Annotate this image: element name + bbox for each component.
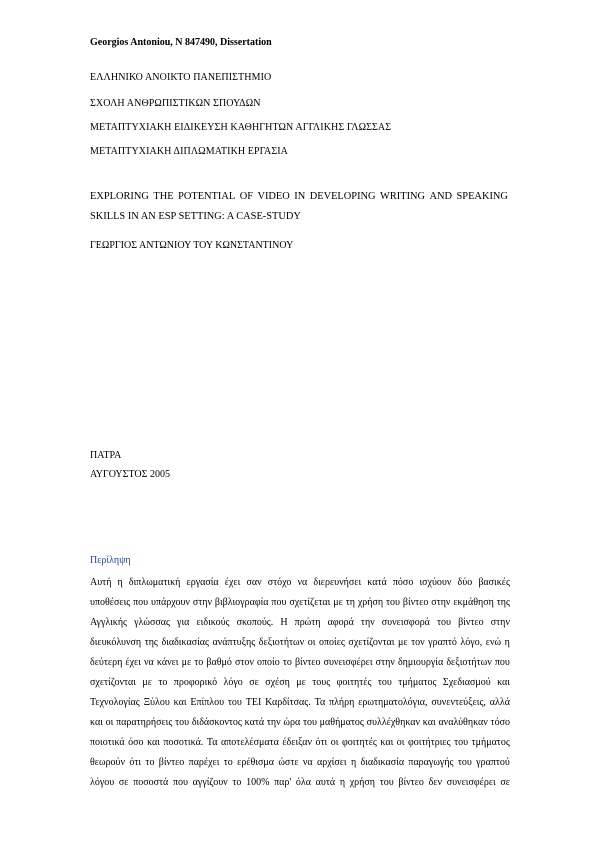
- title-word: SPEAKING: [456, 191, 508, 202]
- abstract-word: ότι: [315, 737, 328, 748]
- title-word: POTENTIAL: [178, 191, 236, 202]
- abstract-word: που: [271, 597, 287, 608]
- abstract-word: ποιοτικά: [90, 737, 125, 748]
- abstract-word: εργασία: [186, 577, 219, 588]
- abstract-word: σε: [249, 677, 259, 688]
- abstract-word: Αγγλικής: [90, 617, 128, 628]
- abstract-word: γλώσσας: [134, 617, 170, 628]
- abstract-word: που: [133, 597, 149, 608]
- abstract-word: το: [232, 777, 242, 788]
- title-word: WRITING: [380, 191, 426, 202]
- abstract-word: πόσο: [392, 577, 414, 588]
- abstract-word: έδειξαν: [282, 737, 312, 748]
- abstract-word: δεύτερη: [90, 657, 123, 668]
- abstract-word: Τα: [206, 737, 218, 748]
- abstract-word: το: [282, 657, 292, 668]
- abstract-word: και: [380, 737, 394, 748]
- abstract-word: οι: [330, 737, 339, 748]
- abstract-word: προφορικό: [173, 677, 218, 688]
- abstract-word: βιβλιογραφία: [214, 597, 269, 608]
- abstract-word: αναλύθηκαν: [438, 717, 488, 728]
- abstract-word: βίντεο: [294, 657, 321, 668]
- abstract-word: διαδικασίας: [161, 637, 209, 648]
- abstract-word: του: [302, 717, 317, 728]
- abstract-word: της: [144, 637, 158, 648]
- abstract-word: δημιουργία: [397, 657, 444, 668]
- abstract-word: ισχύουν: [419, 577, 452, 588]
- abstract-word: αγγίζουν: [192, 777, 228, 788]
- abstract-word: 100%: [246, 777, 270, 788]
- abstract-word: οι: [307, 637, 316, 648]
- abstract-word: την: [266, 717, 281, 728]
- abstract-word: με: [181, 657, 192, 668]
- abstract-word: αυτά: [315, 777, 336, 788]
- abstract-word: ότι: [129, 757, 142, 768]
- abstract-word: συνεισφέρει: [323, 657, 373, 668]
- abstract-word: Τεχνολογίας: [90, 697, 140, 708]
- abstract-word: βαθμό: [206, 657, 232, 668]
- abstract-word: ανάπτυξης: [212, 637, 256, 648]
- abstract-word: φοιτητές: [336, 677, 372, 688]
- title-word: AND: [429, 191, 453, 202]
- abstract-word: να: [302, 757, 313, 768]
- title-word: IN: [294, 191, 306, 202]
- abstract-word: σε: [500, 777, 510, 788]
- abstract-word: του: [454, 737, 469, 748]
- abstract-word: διαδικασία: [360, 757, 405, 768]
- abstract-word: παρατηρήσεις: [116, 717, 173, 728]
- abstract-word: όσο: [128, 737, 144, 748]
- abstract-word: δεν: [428, 777, 443, 788]
- abstract-word: ενώ: [485, 637, 502, 648]
- title-line-1: [90, 187, 508, 207]
- abstract-word: σχετίζονται: [348, 637, 395, 648]
- abstract-word: σχετίζεται: [289, 597, 331, 608]
- abstract-word: την: [360, 617, 375, 628]
- title-line-2: SKILLS IN AN ESP SETTING: A CASE-STUDY: [90, 211, 301, 222]
- abstract-word: οι: [396, 737, 405, 748]
- abstract-word: παρ': [274, 777, 292, 788]
- abstract-word: στην: [490, 617, 510, 628]
- abstract-word: έχει: [125, 657, 141, 668]
- abstract-word: μαθήματος: [319, 717, 364, 728]
- abstract-word: να: [144, 657, 154, 668]
- abstract-word: κάνει: [156, 657, 179, 668]
- date: ΑΥΓΟΥΣΤΟΣ 2005: [90, 469, 170, 480]
- abstract-word: σε: [118, 777, 129, 788]
- abstract-word: αποτελέσματα: [221, 737, 279, 748]
- title-word: OF: [239, 191, 253, 202]
- abstract-line: [90, 713, 510, 733]
- title-word: THE: [153, 191, 174, 202]
- abstract-word: Αυτή: [90, 577, 112, 588]
- abstract-word: σαν: [246, 577, 262, 588]
- abstract-word: γραπτό: [428, 637, 457, 648]
- abstract-word: συνεισφορά: [381, 617, 430, 628]
- abstract-line: [90, 613, 510, 633]
- abstract-word: τους: [312, 677, 331, 688]
- abstract-word: βίντεο: [158, 757, 185, 768]
- author-name: ΓΕΩΡΓΙΟΣ ΑΝΤΩΝΙΟΥ ΤΟΥ ΚΩΝΣΤΑΝΤΙΝΟΥ: [90, 240, 294, 251]
- abstract-word: ΤΕΙ: [245, 697, 262, 708]
- abstract-word: με: [142, 677, 152, 688]
- abstract-word: σχέση: [265, 677, 290, 688]
- abstract-word: με: [333, 597, 343, 608]
- abstract-word: ποσοτικά.: [163, 737, 204, 748]
- abstract-word: δεξιοτήτων: [446, 657, 492, 668]
- abstract-line: [90, 773, 510, 793]
- title-word: EXPLORING: [90, 191, 149, 202]
- abstract-word: και: [173, 697, 187, 708]
- abstract-line: [90, 733, 510, 753]
- abstract-word: λόγου: [90, 777, 115, 788]
- abstract-word: στην: [192, 597, 212, 608]
- abstract-word: συνεντεύξεις,: [431, 697, 486, 708]
- abstract-line: [90, 753, 510, 773]
- abstract-word: του: [457, 757, 472, 768]
- abstract-word: ερέθισμα: [237, 757, 275, 768]
- abstract-word: του: [377, 677, 392, 688]
- abstract-line: [90, 573, 510, 593]
- abstract-word: οποίο: [256, 657, 280, 668]
- abstract-word: διευκόλυνση: [90, 637, 142, 648]
- abstract-word: τον: [411, 637, 425, 648]
- abstract-word: η: [339, 777, 346, 788]
- abstract-heading: Περίληψη: [90, 555, 131, 566]
- abstract-word: η: [350, 757, 357, 768]
- institution-line-university: ΕΛΛΗΝΙΚΟ ΑΝΟΙΚΤΟ ΠΑΝΕΠΙΣΤΗΜΙΟ: [90, 72, 272, 83]
- abstract-word: Τα: [314, 697, 326, 708]
- abstract-word: Σχεδιασμού: [442, 677, 491, 688]
- abstract-word: συνεισφέρει: [446, 777, 496, 788]
- abstract-word: της: [496, 597, 510, 608]
- abstract-word: διερευνήσει: [313, 577, 362, 588]
- abstract-word: φοιτήτριες: [408, 737, 451, 748]
- abstract-word: βίντεο: [402, 597, 429, 608]
- abstract-word: το: [158, 677, 168, 688]
- abstract-word: ερωτηματολόγια,: [358, 697, 428, 708]
- abstract-word: σκοπούς.: [236, 617, 274, 628]
- abstract-word: και: [90, 717, 103, 728]
- abstract-word: στην: [375, 657, 395, 668]
- abstract-word: με: [296, 677, 306, 688]
- abstract-word: του: [175, 717, 190, 728]
- abstract-word: τόσο: [490, 717, 510, 728]
- abstract-word: το: [223, 757, 233, 768]
- abstract-word: παραγωγής: [408, 757, 454, 768]
- abstract-word: διπλωματική: [128, 577, 181, 588]
- abstract-line: [90, 593, 510, 613]
- abstract-word: φοιτητές: [341, 737, 377, 748]
- abstract-word: πρώτη: [294, 617, 321, 628]
- abstract-word: θεωρούν: [90, 757, 126, 768]
- abstract-word: αλλά: [489, 697, 510, 708]
- abstract-word: του: [437, 617, 451, 628]
- title-word: DEVELOPING: [309, 191, 376, 202]
- abstract-word: υποθέσεις: [90, 597, 131, 608]
- abstract-line: [90, 653, 510, 673]
- abstract-word: Επίπλου: [190, 697, 225, 708]
- abstract-word: λόγο: [223, 677, 243, 688]
- abstract-word: εκμάθηση: [453, 597, 494, 608]
- abstract-word: έχει: [224, 577, 241, 588]
- abstract-word: τη: [345, 597, 355, 608]
- abstract-line: [90, 693, 510, 713]
- abstract-word: και: [147, 737, 160, 748]
- abstract-line: [90, 673, 510, 693]
- running-head: Georgios Antoniou, N 847490, Dissertation: [90, 37, 272, 48]
- abstract-word: η: [117, 577, 123, 588]
- abstract-word: σχετίζονται: [90, 677, 136, 688]
- abstract-word: ειδικούς: [196, 617, 230, 628]
- abstract-body: [90, 573, 510, 793]
- abstract-word: δύο: [457, 577, 473, 588]
- abstract-word: όλα: [295, 777, 311, 788]
- abstract-word: Καρδίτσας.: [265, 697, 311, 708]
- abstract-word: του: [227, 697, 242, 708]
- abstract-word: στην: [431, 597, 451, 608]
- abstract-word: πλήρη: [329, 697, 355, 708]
- abstract-word: βίντεο: [398, 777, 424, 788]
- abstract-word: βίντεο: [458, 617, 484, 628]
- abstract-word: του: [379, 777, 394, 788]
- abstract-word: γραπτού: [476, 757, 510, 768]
- abstract-word: και: [497, 677, 510, 688]
- abstract-word: Ξύλου: [143, 697, 170, 708]
- abstract-word: παρέχει: [188, 757, 220, 768]
- abstract-word: που: [494, 657, 510, 668]
- abstract-word: ώστε: [278, 757, 299, 768]
- abstract-word: Η: [280, 617, 288, 628]
- abstract-word: υπάρχουν: [151, 597, 190, 608]
- abstract-word: διδάσκοντος: [191, 717, 242, 728]
- abstract-word: δεξιοτήτων: [258, 637, 305, 648]
- abstract-word: τμήματος: [471, 737, 510, 748]
- abstract-word: ποσοστά: [133, 777, 169, 788]
- abstract-word: ώρα: [283, 717, 301, 728]
- abstract-word: συλλέχθηκαν: [366, 717, 421, 728]
- institution-line-school: ΣΧΟΛΗ ΑΝΘΡΩΠΙΣΤΙΚΩΝ ΣΠΟΥΔΩΝ: [90, 98, 261, 109]
- abstract-word: για: [177, 617, 190, 628]
- abstract-word: του: [386, 597, 400, 608]
- abstract-word: αφορά: [327, 617, 354, 628]
- abstract-word: στον: [234, 657, 254, 668]
- abstract-word: βασικές: [478, 577, 510, 588]
- abstract-word: χρήση: [349, 777, 376, 788]
- abstract-word: οι: [105, 717, 114, 728]
- abstract-word: στόχο: [267, 577, 292, 588]
- abstract-word: κατά: [367, 577, 387, 588]
- abstract-word: οποίες: [318, 637, 345, 648]
- abstract-word: το: [145, 757, 155, 768]
- abstract-word: που: [172, 777, 188, 788]
- abstract-word: η: [504, 637, 510, 648]
- abstract-word: τμήματος: [398, 677, 437, 688]
- abstract-word: να: [297, 577, 308, 588]
- institution-line-program: ΜΕΤΑΠΤΥΧΙΑΚΗ ΕΙΔΙΚΕΥΣΗ ΚΑΘΗΓΗΤΩΝ ΑΓΓΛΙΚΗΣ ΓΛΩΣΣΑΣ: [90, 122, 392, 133]
- institution-line-dissertation: ΜΕΤΑΠΤΥΧΙΑΚΗ ΔΙΠΛΩΜΑΤΙΚΗ ΕΡΓΑΣΙΑ: [90, 146, 289, 157]
- dissertation-title: [90, 187, 508, 227]
- abstract-word: και: [422, 717, 436, 728]
- abstract-word: κατά: [244, 717, 265, 728]
- abstract-word: αρχίσει: [316, 757, 347, 768]
- abstract-word: το: [194, 657, 204, 668]
- place: ΠΑΤΡΑ: [90, 450, 122, 461]
- abstract-word: χρήση: [357, 597, 384, 608]
- abstract-word: με: [397, 637, 408, 648]
- title-word: VIDEO: [257, 191, 290, 202]
- abstract-word: λόγο,: [460, 637, 483, 648]
- abstract-line: [90, 633, 510, 653]
